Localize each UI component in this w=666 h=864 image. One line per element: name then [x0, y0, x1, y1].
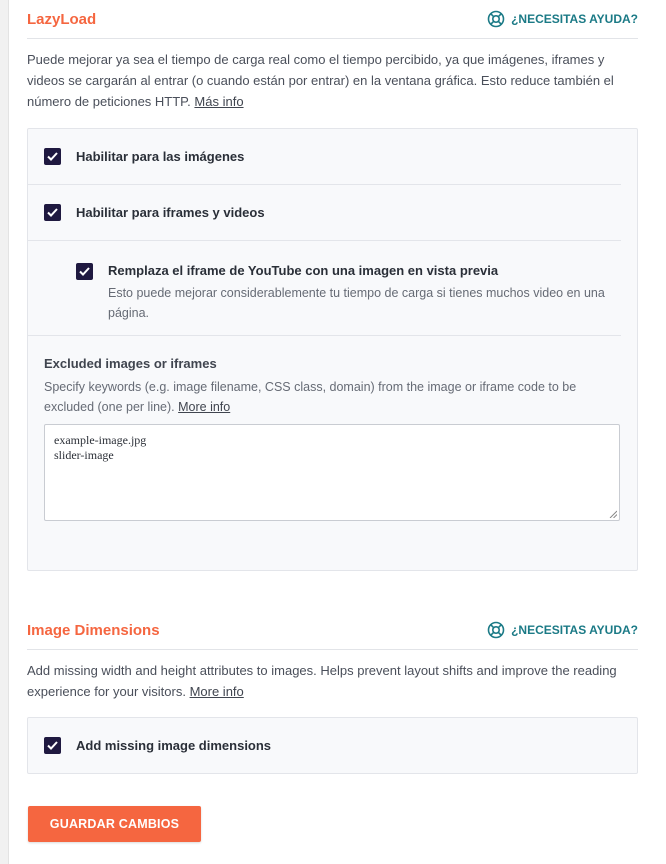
image-dimensions-title: Image Dimensions	[27, 621, 160, 639]
lazyload-section	[27, 0, 638, 571]
checkmark-icon	[47, 152, 58, 161]
option-images	[28, 129, 621, 185]
lazyload-description-text: Puede mejorar ya sea el tiempo de carga real como el tiempo percibido, ya que imágenes, iframes y videos se cargarán al entrar (o cuando están por entrar) en la ventana gráfica. Esto reduce también el número de peticiones HTTP.	[27, 52, 614, 109]
image-dimensions-header	[27, 611, 638, 650]
image-dimensions-options-box	[27, 717, 638, 774]
excluded-field	[28, 336, 637, 543]
image-dimensions-section	[27, 611, 638, 774]
left-edge-strip	[0, 0, 9, 864]
excluded-line: example-image.jpg	[54, 433, 147, 447]
checkmark-icon	[47, 741, 58, 750]
resize-handle-icon[interactable]	[609, 510, 617, 518]
image-dimensions-description	[27, 660, 638, 702]
iframes-checkbox[interactable]	[44, 204, 61, 221]
checkmark-icon	[47, 208, 58, 217]
excluded-title: Excluded images or iframes	[44, 356, 217, 371]
image-dimensions-help-link[interactable]	[487, 621, 638, 639]
lazyload-more-info-link[interactable]: Más info	[194, 94, 244, 109]
lazyload-title: LazyLoad	[27, 10, 97, 28]
iframes-option-label: Habilitar para iframes y videos	[76, 205, 265, 220]
lazyload-help-label: ¿NECESITAS AYUDA?	[511, 12, 638, 26]
lazyload-help-link[interactable]	[487, 10, 638, 28]
lazyload-description	[27, 49, 638, 112]
save-changes-button[interactable]: GUARDAR CAMBIOS	[28, 806, 201, 842]
missing-dimensions-label: Add missing image dimensions	[76, 738, 272, 753]
option-youtube	[28, 241, 621, 336]
lazyload-options-box	[27, 128, 638, 571]
excluded-description-text: Specify keywords (e.g. image filename, CSS class, domain) from the image or iframe code to be excluded (one per line).	[44, 380, 577, 414]
youtube-option-label: Remplaza el iframe de YouTube con una imagen en vista previa	[108, 263, 499, 278]
youtube-checkbox[interactable]	[76, 263, 93, 280]
lifebuoy-icon	[487, 10, 505, 28]
checkmark-icon	[79, 267, 90, 276]
lifebuoy-icon	[487, 621, 505, 639]
youtube-option-text	[108, 261, 605, 335]
lazyload-header	[27, 0, 638, 39]
image-dimensions-help-label: ¿NECESITAS AYUDA?	[511, 623, 638, 637]
excluded-description	[44, 377, 621, 417]
option-iframes	[28, 185, 621, 241]
images-checkbox[interactable]	[44, 148, 61, 165]
images-option-label: Habilitar para las imágenes	[76, 149, 245, 164]
excluded-more-info-link[interactable]: More info	[178, 400, 231, 414]
excluded-line: slider-image	[54, 448, 114, 462]
option-missing-dimensions	[28, 718, 621, 773]
image-dimensions-description-text: Add missing width and height attributes to images. Helps prevent layout shifts and improve the reading experience for your visitors.	[27, 663, 617, 699]
youtube-option-description: Esto puede mejorar considerablemente tu tiempo de carga si tienes muchos video en una página.	[108, 286, 605, 320]
excluded-textarea[interactable]	[44, 424, 620, 521]
image-dimensions-more-info-link[interactable]: More info	[189, 684, 244, 699]
missing-dimensions-checkbox[interactable]	[44, 737, 61, 754]
